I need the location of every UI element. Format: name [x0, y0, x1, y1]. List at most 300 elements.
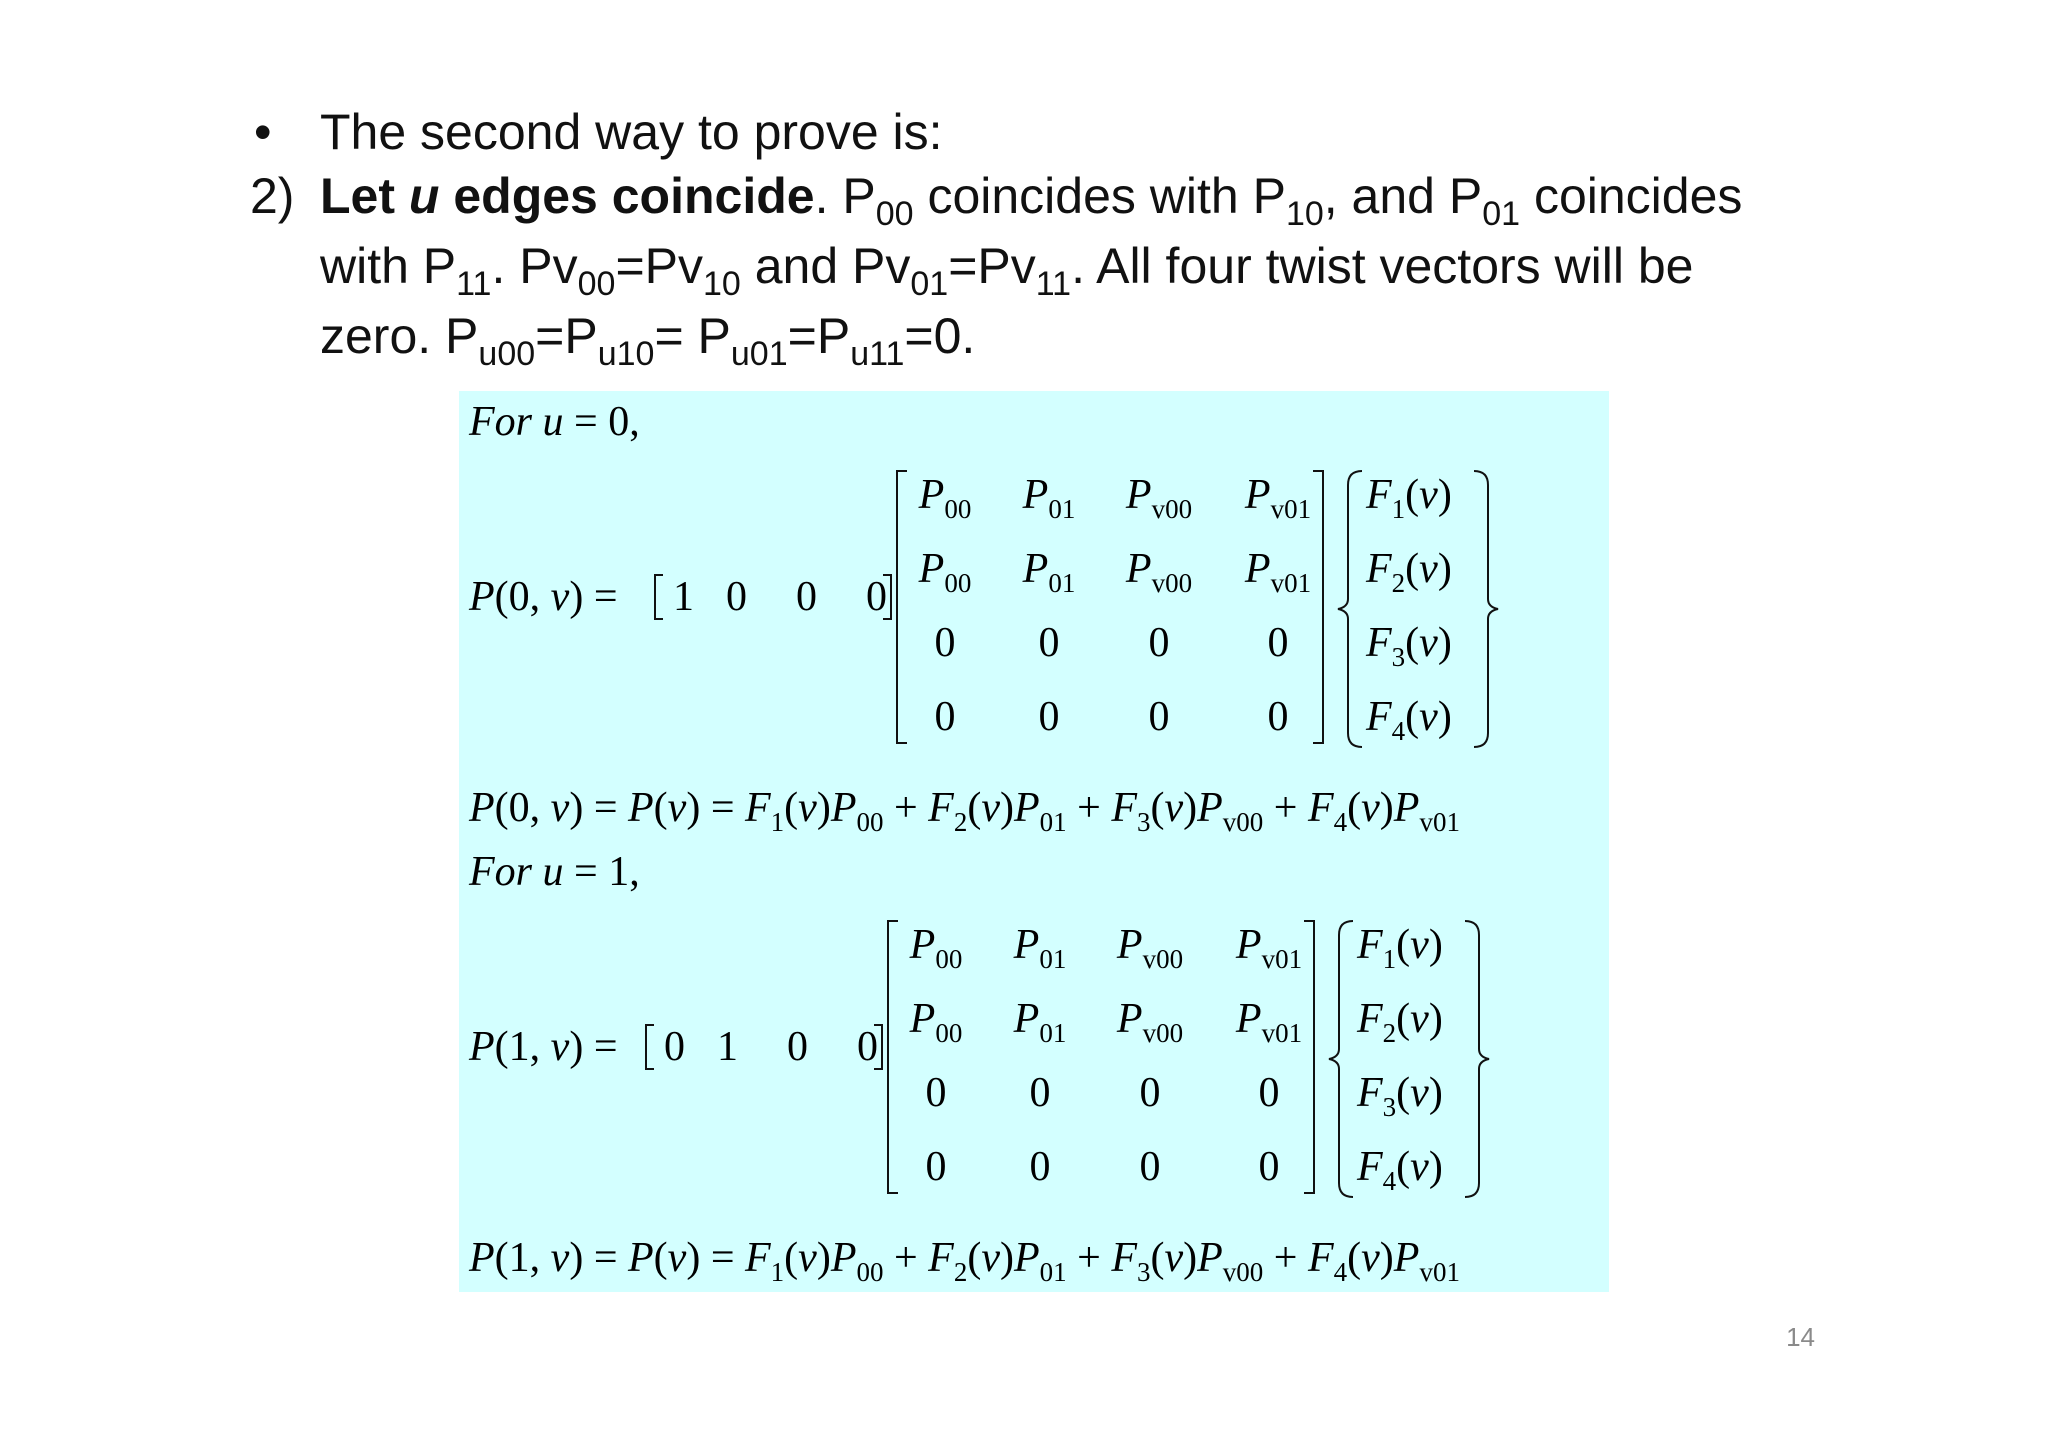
math-char: P: [830, 785, 857, 831]
matrix-cell: [935, 620, 956, 666]
math-char: F: [1366, 620, 1392, 666]
math-char: ,: [529, 1024, 541, 1070]
matrix-cell: [1030, 1070, 1051, 1116]
math-char: 0: [508, 574, 530, 620]
text-run: = P: [654, 308, 731, 364]
math-char: [735, 1235, 746, 1281]
math-char: P: [1197, 1235, 1223, 1281]
math-subscript: 1: [1382, 944, 1397, 974]
matrix-cell: [1259, 1070, 1280, 1116]
math-char: [618, 785, 629, 831]
f-vector-entry: [1365, 694, 1452, 746]
math-subscript: 4: [1382, 1166, 1397, 1196]
math-char: [532, 399, 543, 445]
math-char: (: [653, 1235, 668, 1281]
matrix-right-bracket: [1313, 471, 1323, 743]
math-char: [540, 785, 551, 831]
math-char: v: [1410, 1144, 1429, 1190]
math-char: F: [1111, 785, 1137, 831]
math-char: v: [798, 785, 817, 831]
math-subscript: 01: [1039, 1257, 1067, 1287]
math-char: 0: [1258, 1144, 1280, 1190]
math-char: (: [1405, 694, 1420, 740]
math-char: P: [918, 546, 945, 592]
subscript: 00: [875, 195, 914, 233]
math-char: v: [1419, 472, 1438, 518]
math-char: ): [686, 1235, 701, 1281]
math-char: 0: [925, 1070, 947, 1116]
math-char: (: [1150, 785, 1165, 831]
math-subscript: 01: [1048, 494, 1076, 524]
math-char: [918, 785, 929, 831]
math-subscript: 1: [1391, 494, 1406, 524]
matrix-cell: [909, 922, 963, 974]
text-run: =P: [535, 308, 598, 364]
subscript: 10: [1285, 195, 1324, 233]
matrix-cell: [918, 546, 972, 598]
matrix-cell: [1235, 922, 1302, 974]
math-char: o: [494, 849, 516, 895]
text-run: zero. P: [320, 308, 479, 364]
text-run: . All four twist vectors will be: [1071, 238, 1694, 294]
math-subscript: 1: [770, 807, 785, 837]
math-char: P: [469, 785, 495, 831]
math-char: v: [981, 785, 1000, 831]
math-char: F: [1307, 1235, 1334, 1281]
math-char: v: [1410, 922, 1429, 968]
math-char: [1101, 785, 1112, 831]
row-vector-entry: [717, 1024, 738, 1070]
math-char: 0: [664, 1024, 685, 1070]
text-run: =0.: [904, 308, 976, 364]
row-vector-entry: [726, 574, 747, 620]
math-subscript: v00: [1151, 568, 1193, 598]
math-char: (: [653, 785, 668, 831]
matrix-cell: [1235, 996, 1302, 1048]
math-char: P: [1244, 472, 1271, 518]
matrix-cell: [1039, 694, 1060, 740]
math-char: v: [667, 1235, 687, 1281]
math-subscript: 2: [1391, 568, 1406, 598]
math-subscript: 3: [1382, 1092, 1397, 1122]
matrix-cell: [1140, 1144, 1161, 1190]
math-char: 0: [608, 399, 630, 445]
math-char: v: [1410, 1070, 1429, 1116]
math-derivation-box: [459, 391, 1609, 1292]
matrix-cell: [1149, 694, 1170, 740]
math-char: ): [569, 1024, 584, 1070]
math-char: F: [1357, 1144, 1383, 1190]
math-char: F: [469, 849, 495, 895]
math-subscript: v01: [1270, 494, 1312, 524]
math-char: P: [1235, 996, 1262, 1042]
math-char: v: [550, 574, 570, 620]
math-char: ): [569, 574, 584, 620]
math-char: ): [1437, 620, 1452, 666]
math-subscript: 00: [935, 944, 963, 974]
math-char: F: [1357, 1070, 1383, 1116]
math-char: [1297, 785, 1308, 831]
math-char: =: [593, 1024, 618, 1070]
math-equations: [459, 391, 1609, 1292]
math-char: 1: [717, 1024, 738, 1070]
math-char: [1297, 1235, 1308, 1281]
math-char: o: [494, 399, 516, 445]
math-char: (: [1405, 546, 1420, 592]
math-subscript: 4: [1333, 807, 1348, 837]
equation-block-u0: [468, 399, 1498, 837]
math-char: 0: [1139, 1144, 1161, 1190]
math-char: 0: [1029, 1144, 1051, 1190]
matrix-cell: [1039, 620, 1060, 666]
text-run: coincides with P: [913, 168, 1286, 224]
math-char: ): [1428, 1070, 1443, 1116]
math-char: r: [515, 849, 533, 895]
math-char: (: [784, 785, 799, 831]
math-char: (: [1396, 1070, 1411, 1116]
math-char: ): [1437, 694, 1452, 740]
math-char: =: [593, 1235, 618, 1281]
math-char: 0: [1038, 694, 1060, 740]
math-char: F: [928, 785, 954, 831]
f-vector-entry: [1356, 996, 1443, 1048]
math-char: [1263, 1235, 1274, 1281]
matrix-cell: [1268, 694, 1289, 740]
row-vector-entry: [664, 1024, 685, 1070]
math-subscript: 00: [935, 1018, 963, 1048]
matrix-cell: [1149, 620, 1170, 666]
math-subscript: v00: [1222, 807, 1264, 837]
math-char: 1: [673, 574, 694, 620]
math-char: 0: [866, 574, 887, 620]
subscript: 11: [456, 265, 492, 303]
math-char: P: [1116, 996, 1143, 1042]
text-run: coincides: [1520, 168, 1743, 224]
item-line-3: [320, 304, 1820, 374]
math-char: ,: [629, 399, 640, 445]
math-char: P: [469, 574, 495, 620]
math-char: +: [1077, 1235, 1101, 1281]
math-char: 0: [1258, 1070, 1280, 1116]
math-char: P: [1393, 785, 1420, 831]
f-vector-left-brace: [1329, 921, 1353, 1197]
math-char: ): [1428, 922, 1443, 968]
math-char: 1: [608, 849, 630, 895]
math-char: ): [1437, 472, 1452, 518]
math-char: [1067, 1235, 1078, 1281]
math-char: [735, 785, 746, 831]
f-vector-entry: [1365, 472, 1452, 524]
math-char: ): [1428, 1144, 1443, 1190]
math-subscript: 3: [1136, 1257, 1151, 1287]
math-char: ): [999, 785, 1014, 831]
math-char: u: [542, 849, 564, 895]
row-vector-entry: [796, 574, 817, 620]
math-char: ): [1437, 546, 1452, 592]
f-vector-entry: [1356, 1070, 1443, 1122]
math-char: P: [1125, 472, 1152, 518]
math-subscript: 2: [1382, 1018, 1397, 1048]
math-char: v: [550, 1024, 570, 1070]
math-char: P: [918, 472, 945, 518]
lead-prefix: Let: [320, 168, 409, 224]
text-run: =P: [787, 308, 851, 364]
math-char: =: [574, 399, 598, 445]
math-subscript: 2: [953, 1257, 968, 1287]
math-char: [540, 1024, 551, 1070]
math-char: ): [686, 785, 701, 831]
math-char: [564, 399, 575, 445]
item-lead: [320, 168, 815, 224]
row-vector-entry: [866, 574, 887, 620]
math-char: +: [1077, 785, 1101, 831]
math-char: P: [1013, 785, 1040, 831]
math-char: ): [1183, 785, 1198, 831]
math-char: 0: [796, 574, 817, 620]
math-char: [598, 399, 609, 445]
lead-italic: u: [408, 168, 440, 224]
bullet-point: [250, 100, 1820, 164]
bullet-icon: •: [254, 104, 272, 160]
math-char: [918, 1235, 929, 1281]
matrix-cell: [918, 472, 972, 524]
math-char: ): [1183, 1235, 1198, 1281]
math-char: P: [469, 1024, 495, 1070]
math-char: =: [710, 1235, 735, 1281]
math-char: 0: [1029, 1070, 1051, 1116]
math-char: v: [550, 785, 570, 831]
row-vector-left-bracket: [655, 575, 663, 619]
result-equation: [468, 785, 1460, 837]
math-char: v: [1410, 996, 1429, 1042]
math-subscript: 3: [1136, 807, 1151, 837]
math-char: 0: [1267, 620, 1289, 666]
matrix-cell: [1116, 922, 1183, 974]
math-char: v: [981, 1235, 1000, 1281]
math-char: 0: [934, 694, 956, 740]
for-line: [468, 849, 640, 895]
math-subscript: v01: [1261, 1018, 1303, 1048]
math-char: =: [574, 849, 598, 895]
math-char: (: [494, 574, 509, 620]
equation-lhs: [468, 574, 618, 620]
math-subscript: 3: [1391, 642, 1406, 672]
math-char: v: [798, 1235, 817, 1281]
math-char: F: [1307, 785, 1334, 831]
math-char: ): [1428, 996, 1443, 1042]
math-char: [583, 785, 594, 831]
math-char: ): [1379, 1235, 1394, 1281]
math-subscript: 01: [1048, 568, 1076, 598]
f-vector-right-brace: [1474, 471, 1498, 747]
subscript: 01: [910, 265, 949, 303]
matrix-cell: [1268, 620, 1289, 666]
math-char: [583, 1235, 594, 1281]
for-line: [468, 399, 640, 445]
math-subscript: v00: [1151, 494, 1193, 524]
math-subscript: 4: [1333, 1257, 1348, 1287]
math-char: 0: [508, 785, 530, 831]
math-subscript: v01: [1419, 1257, 1460, 1287]
math-subscript: 4: [1391, 716, 1406, 746]
math-char: [564, 849, 575, 895]
math-char: F: [745, 1235, 771, 1281]
math-char: P: [1022, 546, 1049, 592]
f-vector-entry: [1365, 546, 1452, 598]
math-char: (: [1347, 1235, 1362, 1281]
math-char: ,: [529, 785, 541, 831]
math-char: [1101, 1235, 1112, 1281]
line1-rest: [814, 168, 1743, 233]
math-char: ): [1379, 785, 1394, 831]
f-vector-entry: [1365, 620, 1452, 672]
matrix-cell: [1022, 546, 1076, 598]
math-subscript: 01: [1039, 944, 1067, 974]
math-char: ): [569, 785, 584, 831]
row-vector-entry: [673, 574, 694, 620]
math-char: 1: [508, 1235, 530, 1281]
equation-block-u1: [468, 849, 1489, 1287]
math-char: (: [967, 785, 982, 831]
math-char: [883, 785, 894, 831]
math-char: F: [469, 399, 495, 445]
math-char: F: [1366, 472, 1392, 518]
math-char: 0: [857, 1024, 878, 1070]
math-subscript: 00: [944, 494, 972, 524]
math-char: 0: [1148, 694, 1170, 740]
result-equation: [468, 1235, 1460, 1287]
math-char: F: [1111, 1235, 1137, 1281]
math-char: (: [967, 1235, 982, 1281]
math-char: v: [1164, 785, 1184, 831]
math-char: ,: [529, 1235, 541, 1281]
math-char: (: [784, 1235, 799, 1281]
math-char: [540, 1235, 551, 1281]
math-char: (: [1396, 922, 1411, 968]
math-char: P: [1197, 785, 1223, 831]
bullet-text: The second way to prove is:: [320, 104, 943, 160]
math-subscript: 01: [1039, 1018, 1067, 1048]
math-subscript: 00: [944, 568, 972, 598]
math-char: 0: [726, 574, 747, 620]
subscript: 10: [703, 265, 741, 303]
matrix-left-bracket: [888, 921, 898, 1193]
f-vector-right-brace: [1465, 921, 1489, 1197]
math-char: P: [628, 785, 654, 831]
page-number: 14: [1786, 1322, 1815, 1352]
math-subscript: v01: [1270, 568, 1312, 598]
math-subscript: 00: [856, 807, 884, 837]
math-char: F: [745, 785, 771, 831]
math-char: 1: [508, 1024, 530, 1070]
math-char: [883, 1235, 894, 1281]
math-char: 0: [1148, 620, 1170, 666]
math-char: F: [928, 1235, 954, 1281]
subscript: 00: [577, 265, 616, 303]
math-char: (: [494, 785, 509, 831]
f-vector-left-brace: [1338, 471, 1362, 747]
f-vector-entry: [1356, 922, 1443, 974]
math-char: [583, 574, 594, 620]
f-vector-entry: [1356, 1144, 1443, 1196]
math-char: [700, 785, 711, 831]
math-char: (: [1405, 620, 1420, 666]
math-char: =: [710, 785, 735, 831]
subscript: u00: [478, 335, 536, 373]
math-subscript: v00: [1222, 1257, 1264, 1287]
math-char: v: [1361, 1235, 1380, 1281]
math-char: [618, 1235, 629, 1281]
math-char: +: [893, 1235, 918, 1281]
math-char: [1067, 785, 1078, 831]
math-char: P: [1393, 1235, 1420, 1281]
math-char: P: [1244, 546, 1271, 592]
math-char: P: [469, 1235, 495, 1281]
item-line-2: [320, 234, 1820, 304]
math-char: v: [550, 1235, 570, 1281]
math-char: =: [593, 574, 618, 620]
math-char: P: [628, 1235, 654, 1281]
math-char: P: [1013, 922, 1040, 968]
matrix-cell: [1244, 546, 1311, 598]
math-char: P: [1116, 922, 1143, 968]
lead-suffix: edges coincide: [439, 168, 815, 224]
math-char: [532, 849, 543, 895]
slide-body: [250, 100, 1820, 374]
numbered-item: [250, 164, 1820, 374]
math-char: P: [1013, 996, 1040, 1042]
math-char: =: [593, 785, 618, 831]
math-subscript: 1: [770, 1257, 785, 1287]
math-char: ,: [529, 574, 541, 620]
math-char: (: [1396, 996, 1411, 1042]
matrix-cell: [909, 996, 963, 1048]
row-vector-entry: [857, 1024, 878, 1070]
text-run: , and P: [1323, 168, 1483, 224]
math-char: v: [1419, 546, 1438, 592]
matrix-cell: [1244, 472, 1311, 524]
math-char: ): [569, 1235, 584, 1281]
math-char: r: [515, 399, 533, 445]
math-char: [583, 1024, 594, 1070]
item-line-1: [320, 164, 1820, 234]
math-char: (: [494, 1024, 509, 1070]
equation-lhs: [468, 1024, 618, 1070]
math-char: (: [1347, 785, 1362, 831]
text-run: and Pv: [740, 238, 911, 294]
math-char: P: [909, 996, 936, 1042]
math-char: [700, 1235, 711, 1281]
math-char: F: [1357, 996, 1383, 1042]
math-char: (: [494, 1235, 509, 1281]
math-char: [540, 574, 551, 620]
text-run: =Pv: [948, 238, 1036, 294]
math-char: (: [1405, 472, 1420, 518]
row-vector-left-bracket: [646, 1025, 654, 1069]
math-char: 0: [1038, 620, 1060, 666]
math-char: ): [999, 1235, 1014, 1281]
matrix-cell: [1125, 546, 1192, 598]
math-subscript: v00: [1142, 944, 1184, 974]
math-char: +: [1273, 785, 1298, 831]
math-subscript: v01: [1261, 944, 1303, 974]
math-subscript: 00: [856, 1257, 884, 1287]
text-run: with P: [320, 238, 457, 294]
math-subscript: v00: [1142, 1018, 1184, 1048]
matrix-cell: [1116, 996, 1183, 1048]
matrix-cell: [926, 1144, 947, 1190]
math-char: v: [1419, 620, 1438, 666]
